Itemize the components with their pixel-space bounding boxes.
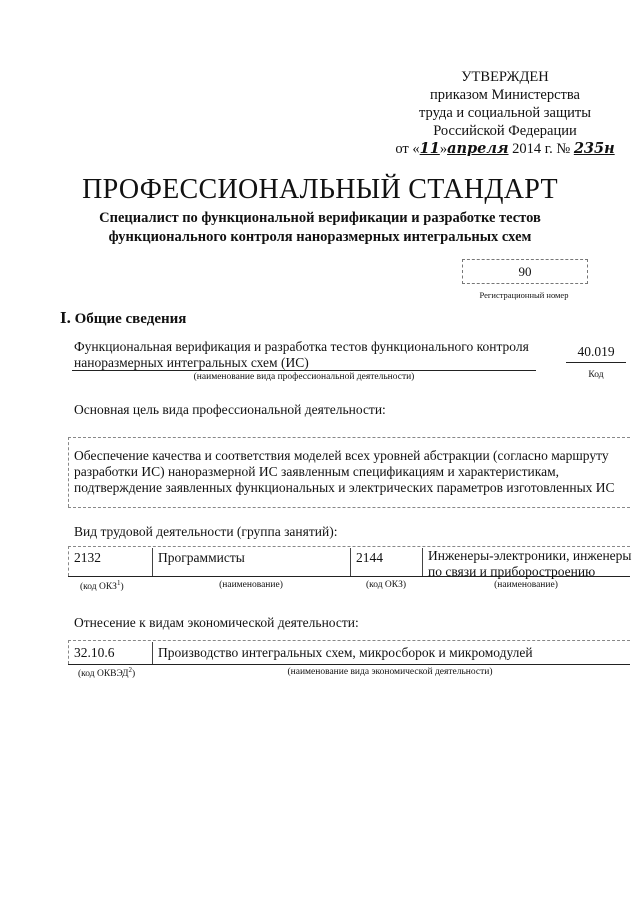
section-title: Общие сведения (74, 311, 187, 327)
section-heading (60, 308, 186, 328)
caption-close: ) (131, 669, 136, 680)
goal-text (74, 448, 629, 496)
economic-code: 32.10.6 (74, 645, 115, 660)
registration-caption: Регистрационный номер (479, 290, 569, 300)
economic-label: Отнесение к видам экономической деятельности: (74, 615, 359, 630)
occupation-divider-1 (152, 548, 153, 576)
occupation-box-left (68, 546, 69, 576)
activity-name-line-2: наноразмерных интегральных схем (ИС) (74, 355, 309, 370)
occupation-name-2-line-1: Инженеры-электроники, инженеры (428, 548, 632, 563)
caption-text: (код ОКЗ (80, 582, 117, 593)
handwritten-day: 11 (419, 140, 440, 157)
goal-line-1: Обеспечение качества и соответствия моделей всех уровней абстракции (согласно маршруту (74, 448, 609, 463)
goal-label: Основная цель вида профессиональной деятельности: (74, 402, 386, 417)
activity-name-line-1: Функциональная верификация и разработка тестов функционального контроля (74, 339, 529, 354)
footnote-ref: 1 (116, 579, 121, 587)
footnote-ref: 2 (128, 666, 132, 674)
goal-line-2: разработки ИС) наноразмерной ИС заявленным спецификациям и характеристикам, (74, 464, 559, 479)
section-number: I. (60, 308, 71, 327)
activity-underline (72, 370, 536, 371)
caption-text: (код ОКВЭД (78, 669, 129, 680)
occupation-caption-code-1 (80, 579, 124, 592)
economic-box-top (68, 640, 630, 641)
occupation-name-2 (428, 548, 633, 580)
economic-caption-name: (наименование вида экономической деятельности) (287, 667, 493, 677)
document-subtitle (60, 209, 580, 247)
approval-line-1: приказом Министерства (430, 87, 580, 103)
registration-number-box: 90 (462, 259, 588, 284)
date-mid: » (439, 141, 448, 157)
document-title: ПРОФЕССИОНАЛЬНЫЙ СТАНДАРТ (82, 174, 558, 205)
occupation-code-2: 2144 (356, 550, 383, 565)
occupation-code-1: 2132 (74, 550, 101, 565)
activity-code: 40.019 (577, 344, 615, 359)
handwritten-order-number: 235н (573, 140, 615, 157)
goal-line-3: подтверждение заявленных функциональных и электрических параметров изготовленных ИС (74, 480, 615, 495)
economic-box-left (68, 640, 69, 664)
economic-caption-code (78, 666, 135, 679)
approval-block (380, 68, 630, 158)
goal-box-left (68, 437, 69, 507)
activity-name-caption: (наименование вида профессиональной деятельности) (193, 372, 415, 382)
goal-box-top (68, 437, 630, 438)
occupation-caption-code-2: (код ОКЗ) (365, 580, 407, 590)
economic-divider (152, 642, 153, 664)
activity-name (74, 339, 534, 371)
occupation-caption-name-2: (наименование) (494, 580, 558, 590)
activity-code-underline (566, 362, 626, 363)
occupation-box-top (68, 546, 630, 547)
occupation-divider-2 (350, 548, 351, 576)
handwritten-month: апреля (447, 140, 509, 157)
goal-box-bottom (68, 507, 630, 508)
approval-heading: УТВЕРЖДЕН (461, 69, 549, 85)
date-prefix: от « (395, 141, 420, 157)
caption-close: ) (120, 582, 124, 593)
occupation-divider-3 (422, 548, 423, 576)
approval-line-2: труда и социальной защиты (419, 105, 591, 121)
date-year: 2014 г. № (508, 141, 574, 157)
occupation-caption-name-1: (наименование) (219, 580, 283, 590)
occupation-name-2-line-2: по связи и приборостроению (428, 564, 596, 579)
approval-date-line (380, 140, 630, 158)
approval-line-3: Российской Федерации (433, 123, 577, 139)
occupation-label: Вид трудовой деятельности (группа занятий): (74, 524, 338, 539)
occupation-name-1: Программисты (158, 550, 245, 565)
activity-code-caption: Код (588, 370, 604, 380)
subtitle-line-2: функционального контроля наноразмерных интегральных схем (108, 229, 532, 245)
subtitle-line-1: Специалист по функциональной верификации и разработке тестов (99, 210, 541, 226)
economic-underline (68, 664, 630, 665)
economic-name: Производство интегральных схем, микросборок и микромодулей (158, 645, 533, 660)
